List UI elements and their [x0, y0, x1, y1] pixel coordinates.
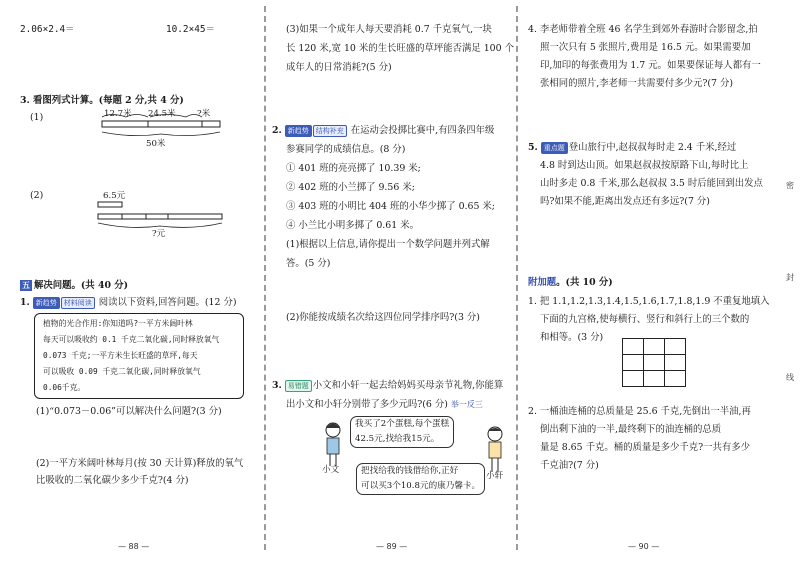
q2-line-7: 答。(5 分)	[286, 258, 331, 269]
sub-question-2-line-2: 比吸收的二氧化碳少多少千克?(4 分)	[36, 475, 189, 486]
q4-line-3: 印,加印的每张费用为 1.7 元。如果要保证每人都有一	[540, 60, 761, 71]
q2-line-2: ① 401 班的亮亮掷了 10.39 米;	[286, 163, 421, 174]
material-line-5: 0.06千克。	[43, 383, 86, 392]
material-box	[34, 313, 244, 399]
q3-line-2: 出小文和小轩分别带了多少元吗?(6 分)	[286, 399, 448, 410]
bonus-tag: 附加题	[528, 277, 557, 288]
section-5-title	[20, 278, 128, 294]
bonus-2-line-3: 量是 8.65 千克。桶的质量是多少千克?一共有多少	[540, 442, 750, 453]
sub-question-2-line-1: (2)一平方米阔叶林每月(按 30 天计算)释放的氧气	[36, 458, 244, 469]
q5-title	[528, 140, 736, 156]
girl-body	[327, 438, 339, 454]
reading-tag: 材料阅读	[61, 297, 95, 309]
seal-line-char-2: 封	[786, 273, 794, 282]
grid-cell[interactable]	[665, 371, 686, 387]
grid-cell[interactable]	[644, 371, 665, 387]
q3-line-1: 小文和小轩一起去给妈妈买母亲节礼物,你能算	[312, 380, 504, 391]
segment-label-3: ?米	[197, 109, 211, 119]
bubble-1-line-1: 我买了2个蛋糕,每个蛋糕	[355, 419, 450, 429]
q4-line-1: 4. 李老师带着全班 46 名学生到郊外春游时合影留念,拍	[528, 24, 758, 35]
q1-title	[20, 295, 236, 311]
question-3-title: 3. 看图列式计算。(每题 2 分,共 4 分)	[20, 95, 184, 106]
q5-line-3: 山时多走 0.8 千米,那么赵叔叔 3.5 时后能回到出发点	[540, 178, 763, 189]
girl-name: 小文	[322, 465, 340, 475]
boy-name: 小轩	[486, 471, 504, 481]
q2-line-3: ② 402 班的小兰掷了 9.56 米;	[286, 182, 415, 193]
calc-item-1: 2.06×2.4＝	[20, 24, 75, 35]
bonus-2-line-2: 倒出剩下油的一半,最终剩下的油连桶的总质	[540, 424, 722, 435]
nine-grid	[622, 338, 686, 387]
grid-cell[interactable]	[623, 371, 644, 387]
material-line-1: 植物的光合作用:你知道吗?一平方米阔叶林	[43, 319, 193, 328]
long-bar-total-label: ?元	[152, 229, 166, 239]
section-number-badge: 五	[22, 281, 30, 290]
q4-line-2: 照一次只有 5 张照片,费用是 16.5 元。如果需要加	[540, 42, 751, 53]
bonus-1-line-1: 1. 把 1.1,1.2,1.3,1.4,1.5,1.6,1.7,1.8,1.9 不重复地填入	[528, 296, 770, 307]
segment-label-2: 24.5米	[148, 109, 176, 119]
seal-line-char-3: 线	[786, 373, 794, 382]
q5-number: 5.	[528, 142, 538, 153]
material-line-4: 可以吸收 0.09 千克二氧化碳,同时释放氧气	[43, 367, 201, 376]
q3-cont-line-1: (3)如果一个成年人每天要消耗 0.7 千克氧气,一块	[286, 24, 492, 35]
q2-title-text: 在运动会投掷比赛中,有四条四年级	[350, 125, 495, 136]
q2-line-6: (1)根据以上信息,请你提出一个数学问题并列式解	[286, 239, 490, 250]
q3-cont-line-3: 成年人的日常消耗?(5 分)	[286, 62, 392, 73]
calc-item-2: 10.2×45＝	[166, 24, 215, 35]
question-3-1-label: (1)	[30, 112, 44, 123]
material-line-3: 0.073 千克;一平方米生长旺盛的草坪,每天	[43, 351, 198, 360]
q2-line-4: ③ 403 班的小明比 404 班的小华少掷了 0.65 米;	[286, 201, 495, 212]
key-point-tag: 重点题	[541, 142, 568, 154]
grid-cell[interactable]	[665, 355, 686, 371]
page-number: — 89 —	[376, 542, 408, 551]
boy-body	[489, 442, 501, 458]
bonus-2-line-1: 2. 一桶油连桶的总质量是 25.6 千克,先倒出一半油,再	[528, 406, 751, 417]
page-number: — 88 —	[118, 542, 150, 551]
q1-text: 阅读以下资料,回答问题。(12 分)	[98, 297, 237, 308]
q2-number: 2.	[272, 125, 282, 136]
q5-line-2: 4.8 时到达山顶。如果赵叔叔按原路下山,每时比上	[540, 160, 749, 171]
page-divider-2	[516, 6, 518, 550]
grid-cell[interactable]	[644, 339, 665, 355]
material-line-2: 每天可以吸收约 0.1 千克二氧化碳,同时释放氧气	[43, 335, 220, 344]
new-trend-tag: 新趋势	[285, 125, 312, 137]
grid-cell[interactable]	[623, 339, 644, 355]
structure-tag: 结构补充	[313, 125, 347, 137]
short-bar-label: 6.5元	[103, 191, 126, 201]
q5-line-1: 登山旅行中,赵叔叔每时走 2.4 千米,经过	[568, 142, 737, 153]
long-bar	[98, 214, 222, 219]
seal-line-char-1: 密	[786, 181, 794, 190]
bonus-section-title	[528, 275, 613, 291]
speech-bubble-1	[350, 416, 454, 448]
sub-question-1: (1)“0.073－0.06”可以解决什么问题?(3 分)	[36, 406, 222, 417]
speech-bubble-2	[356, 463, 485, 495]
q2-sub-2: (2)你能按成绩名次给这四位同学排序吗?(3 分)	[286, 312, 480, 323]
q3-cont-line-2: 长 120 米,宽 10 米的生长旺盛的草坪能否满足 100 个	[286, 43, 514, 54]
q3-title	[272, 378, 503, 394]
bonus-2-line-4: 千克油?(7 分)	[540, 460, 599, 471]
q2-line-1: 参赛同学的成绩信息。(8 分)	[286, 144, 406, 155]
segment-label-1: 12.7米	[104, 109, 132, 119]
grid-cell[interactable]	[644, 355, 665, 371]
q3-line-2-wrap	[286, 397, 483, 413]
q2-line-5: ④ 小兰比小明多掷了 0.61 米。	[286, 220, 419, 231]
segment-total-label: 50米	[146, 139, 166, 149]
q5-line-4: 吗?如果不能,距离出发点还有多远?(7 分)	[540, 196, 710, 207]
bubble-1-line-2: 42.5元,找给我15元。	[355, 434, 440, 444]
q3-number: 3.	[272, 380, 282, 391]
page-divider-1	[264, 6, 266, 550]
bonus-title-text: 。(共 10 分)	[556, 277, 613, 288]
bubble-2-line-2: 可以买3个10.8元的康乃馨卡。	[361, 481, 481, 491]
page-number: — 90 —	[628, 542, 660, 551]
bubble-2-line-1: 把找给我的钱借给你,正好	[361, 466, 459, 476]
girl-hair	[326, 424, 340, 429]
grid-cell[interactable]	[665, 339, 686, 355]
q1-number: 1.	[20, 297, 30, 308]
page-90	[520, 0, 800, 566]
extra-practice-link[interactable]: 举一反三	[450, 400, 483, 409]
section-title-text: 解决问题。(共 40 分)	[34, 280, 129, 291]
q4-line-4: 张相同的照片,李老师一共需要付多少元?(7 分)	[540, 78, 734, 89]
new-trend-tag: 新趋势	[33, 297, 60, 309]
question-3-2-label: (2)	[30, 190, 44, 201]
page-89	[268, 0, 514, 566]
page-88	[0, 0, 262, 566]
short-bar	[98, 202, 122, 207]
bonus-1-line-3: 和相等。(3 分)	[540, 332, 604, 343]
grid-cell[interactable]	[623, 355, 644, 371]
q2-title	[272, 123, 494, 139]
bonus-1-line-2: 下面的九宫格,使每横行、竖行和斜行上的三个数的	[540, 314, 750, 325]
error-prone-tag: 易错题	[285, 380, 312, 392]
